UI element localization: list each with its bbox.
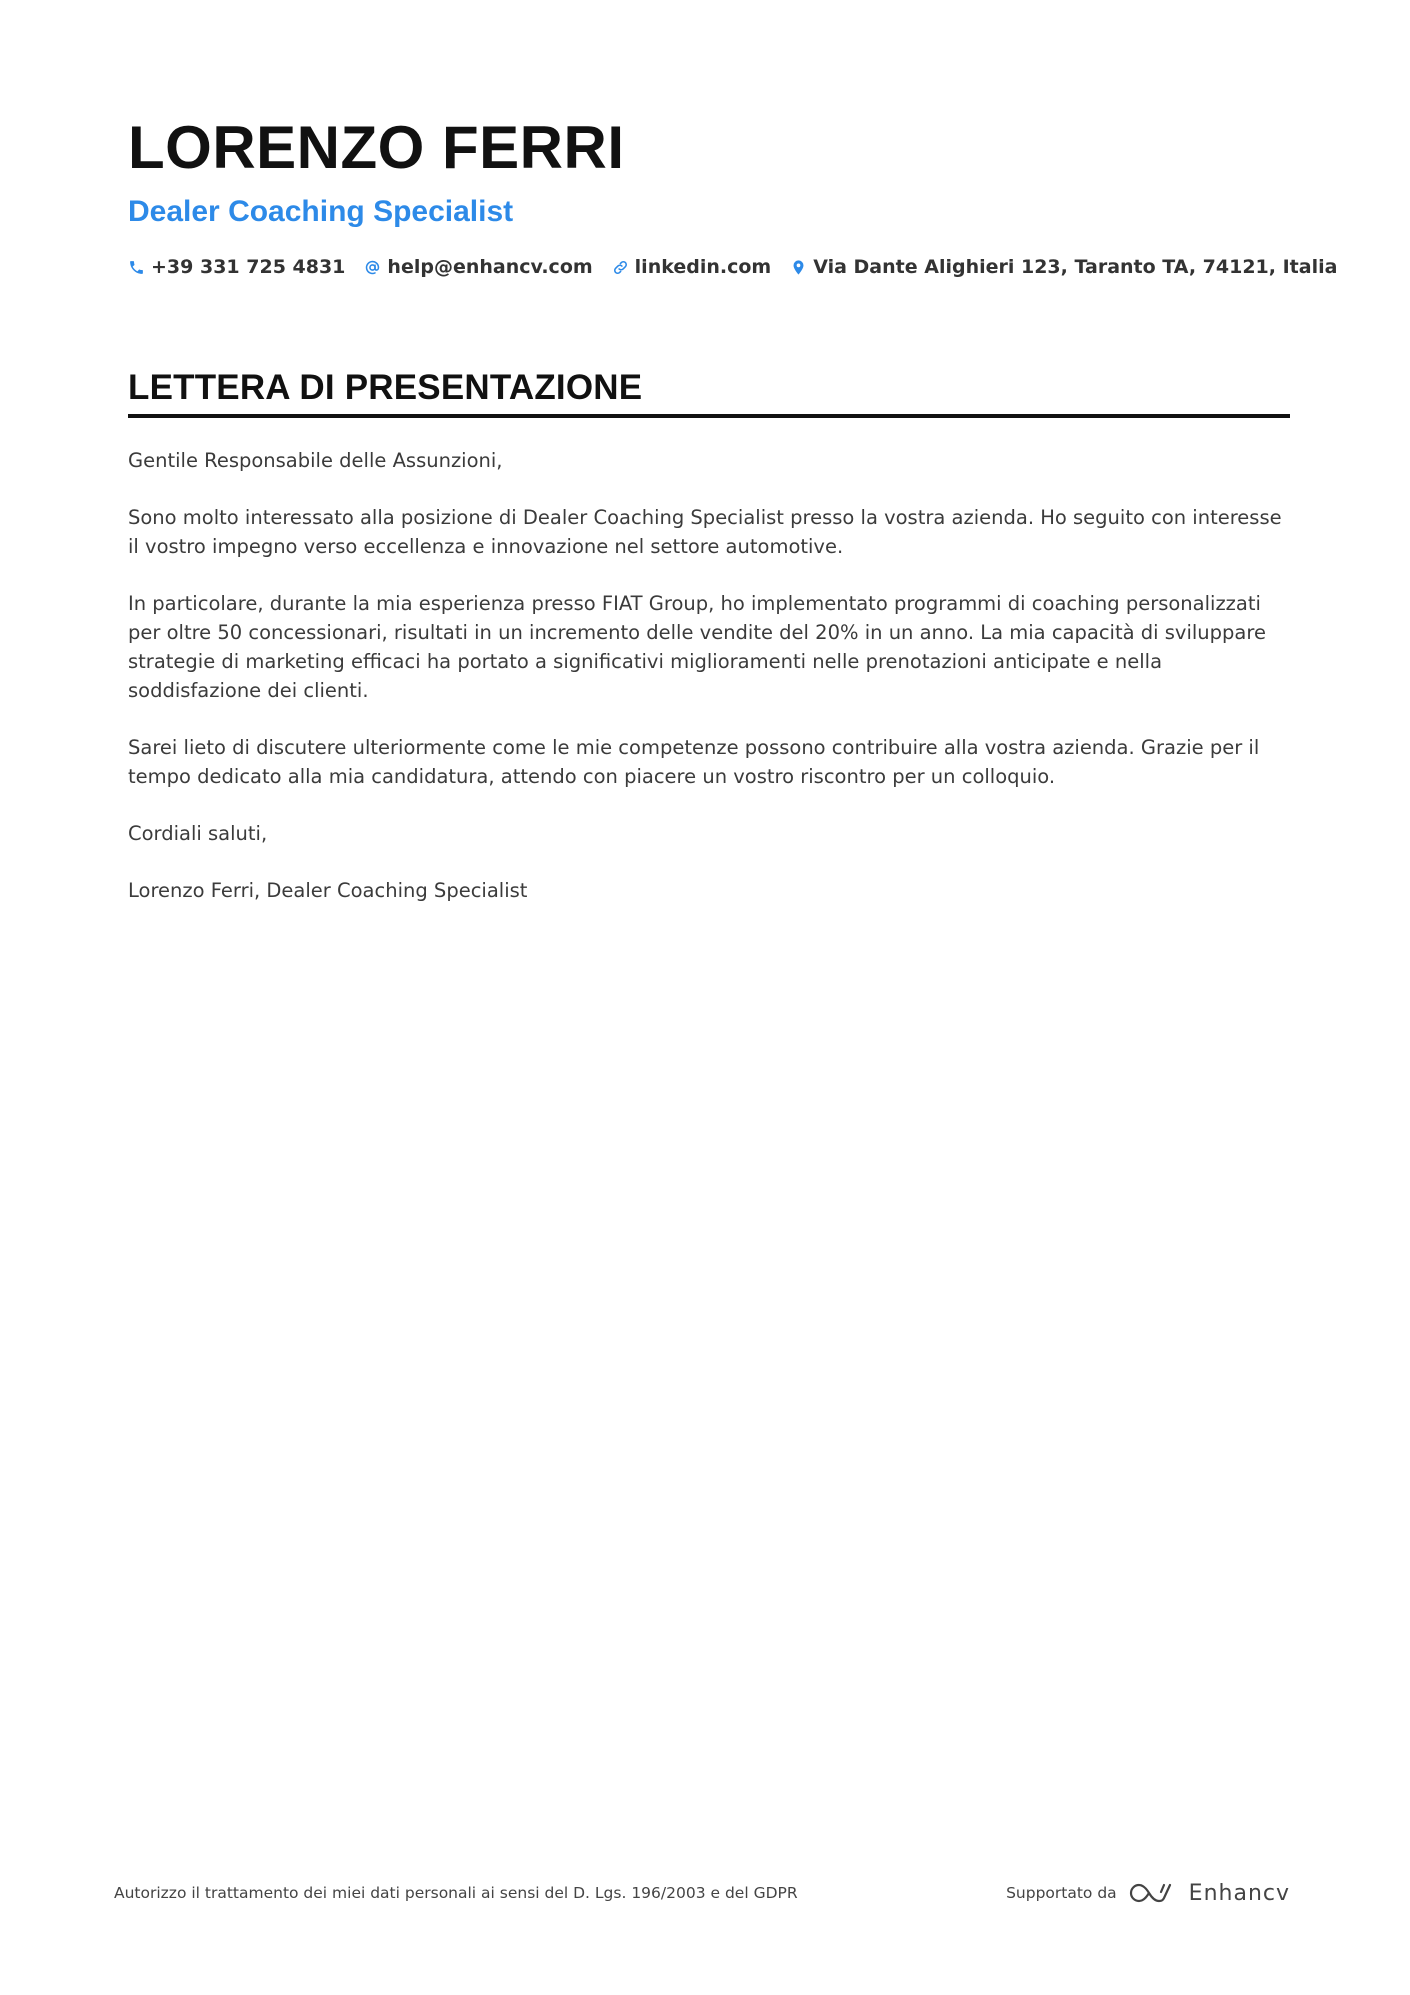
header <box>128 112 1338 278</box>
letter-closing: Cordiali saluti, <box>128 822 268 845</box>
powered-by <box>1006 1880 1290 1906</box>
job-title: Dealer Coaching Specialist <box>128 195 514 228</box>
location-pin-icon <box>790 259 807 276</box>
letter-paragraph-1: Sono molto interessato alla posizione di Dealer Coaching Specialist presso la vostra azienda. Ho seguito con interesse il vostro impegno verso eccellenza e innovazione nel settore automotive. <box>128 506 1282 558</box>
section-title: LETTERA DI PRESENTAZIONE <box>128 368 1290 418</box>
brand-name: Enhancv <box>1188 1880 1290 1906</box>
contact-bar <box>128 256 1338 278</box>
linkedin-link[interactable]: linkedin.com <box>634 256 772 278</box>
brand-logo[interactable] <box>1129 1880 1290 1906</box>
letter-signature: Lorenzo Ferri, Dealer Coaching Specialist <box>128 879 528 902</box>
powered-by-label: Supportato da <box>1006 1884 1117 1902</box>
letter-body <box>128 446 1290 905</box>
phone-icon <box>128 259 145 276</box>
contact-linkedin <box>612 256 772 278</box>
footer <box>114 1880 1290 1906</box>
letter-paragraph-2: In particolare, durante la mia esperienza presso FIAT Group, ho implementato programmi di coaching personalizzati per oltre 50 concessionari, risultati in un incremento delle vendite del 20% in un anno. La mia capacità di sviluppare strategie di marketing efficaci ha portato a significativi miglioramenti nelle prenotazioni anticipate e nella soddisfazione dei clienti. <box>128 592 1266 702</box>
contact-email <box>364 256 592 278</box>
candidate-name: LORENZO FERRI <box>128 114 625 181</box>
address: Via Dante Alighieri 123, Taranto TA, 74121, Italia <box>813 256 1338 278</box>
at-icon <box>364 259 381 276</box>
cover-letter-section <box>128 368 1290 933</box>
letter-paragraph-3: Sarei lieto di discutere ulteriormente come le mie competenze possono contribuire alla vostra azienda. Grazie per il tempo dedicato alla mia candidatura, attendo con piacere un vostro riscontro per un colloquio. <box>128 736 1260 788</box>
enhancv-logo-icon <box>1129 1880 1177 1906</box>
email-address[interactable]: help@enhancv.com <box>387 256 593 278</box>
letter-greeting: Gentile Responsabile delle Assunzioni, <box>128 449 503 472</box>
contact-phone <box>128 256 345 278</box>
phone-number: +39 331 725 4831 <box>151 256 346 278</box>
link-icon <box>612 259 629 276</box>
contact-address <box>790 256 1337 278</box>
gdpr-consent: Autorizzo il trattamento dei miei dati personali ai sensi del D. Lgs. 196/2003 e del GDPR <box>114 1884 798 1902</box>
